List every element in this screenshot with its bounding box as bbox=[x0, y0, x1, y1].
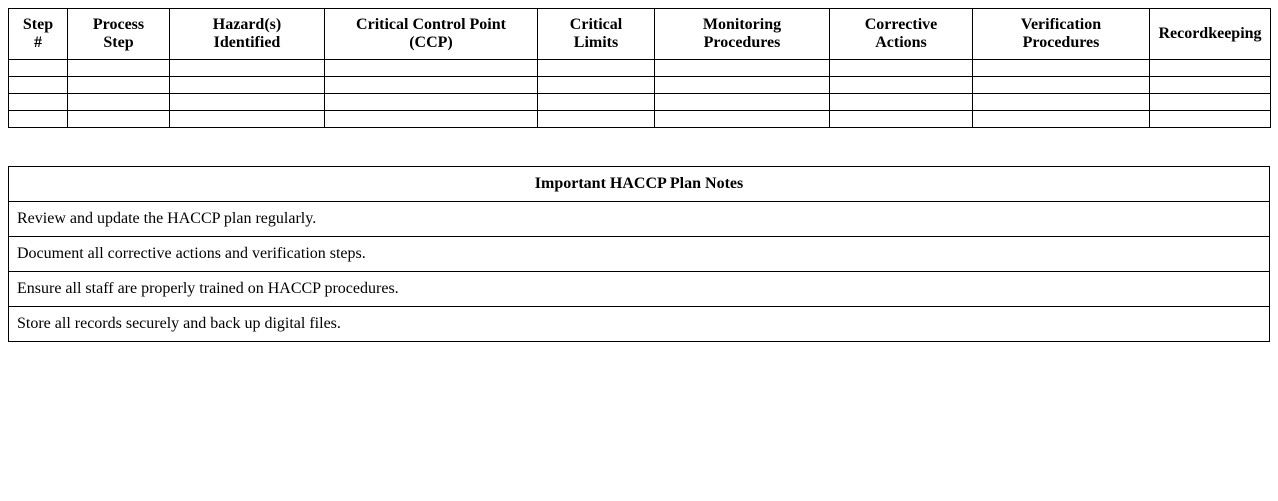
table-cell[interactable] bbox=[68, 77, 170, 94]
table-row bbox=[9, 94, 1271, 111]
table-cell[interactable] bbox=[325, 111, 538, 128]
haccp-notes-table bbox=[8, 166, 1270, 342]
table-header-row bbox=[9, 9, 1271, 60]
note-item: Store all records securely and back up digital files. bbox=[9, 307, 1270, 342]
table-cell[interactable] bbox=[170, 60, 325, 77]
header-verification-procedures: Verification Procedures bbox=[973, 9, 1150, 60]
header-monitoring-procedures: Monitoring Procedures bbox=[655, 9, 830, 60]
table-cell[interactable] bbox=[538, 77, 655, 94]
note-item: Review and update the HACCP plan regularly. bbox=[9, 202, 1270, 237]
table-cell[interactable] bbox=[9, 77, 68, 94]
table-row bbox=[9, 77, 1271, 94]
table-cell[interactable] bbox=[9, 60, 68, 77]
notes-header-row bbox=[9, 167, 1270, 202]
header-critical-limits: Critical Limits bbox=[538, 9, 655, 60]
haccp-plan-table bbox=[8, 8, 1271, 128]
table-cell[interactable] bbox=[655, 77, 830, 94]
table-cell[interactable] bbox=[973, 77, 1150, 94]
header-process-step: Process Step bbox=[68, 9, 170, 60]
table-cell[interactable] bbox=[325, 77, 538, 94]
table-cell[interactable] bbox=[830, 60, 973, 77]
table-cell[interactable] bbox=[973, 60, 1150, 77]
header-recordkeeping: Recordkeeping bbox=[1150, 9, 1271, 60]
note-item: Ensure all staff are properly trained on HACCP procedures. bbox=[9, 272, 1270, 307]
table-row bbox=[9, 307, 1270, 342]
header-step-number: Step # bbox=[9, 9, 68, 60]
table-row bbox=[9, 272, 1270, 307]
table-cell[interactable] bbox=[1150, 60, 1271, 77]
table-cell[interactable] bbox=[68, 111, 170, 128]
header-critical-control-point: Critical Control Point (CCP) bbox=[325, 9, 538, 60]
table-cell[interactable] bbox=[538, 111, 655, 128]
table-cell[interactable] bbox=[9, 94, 68, 111]
table-cell[interactable] bbox=[325, 60, 538, 77]
table-cell[interactable] bbox=[170, 111, 325, 128]
table-cell[interactable] bbox=[68, 94, 170, 111]
table-cell[interactable] bbox=[68, 60, 170, 77]
table-cell[interactable] bbox=[9, 111, 68, 128]
plan-table-body bbox=[9, 60, 1271, 128]
table-cell[interactable] bbox=[655, 111, 830, 128]
table-cell[interactable] bbox=[538, 60, 655, 77]
table-row bbox=[9, 60, 1271, 77]
table-cell[interactable] bbox=[170, 94, 325, 111]
note-item: Document all corrective actions and verification steps. bbox=[9, 237, 1270, 272]
table-cell[interactable] bbox=[655, 94, 830, 111]
table-row bbox=[9, 111, 1271, 128]
table-cell[interactable] bbox=[1150, 77, 1271, 94]
table-cell[interactable] bbox=[655, 60, 830, 77]
notes-title: Important HACCP Plan Notes bbox=[9, 167, 1270, 202]
table-row bbox=[9, 202, 1270, 237]
header-corrective-actions: Corrective Actions bbox=[830, 9, 973, 60]
table-cell[interactable] bbox=[170, 77, 325, 94]
table-cell[interactable] bbox=[1150, 94, 1271, 111]
table-cell[interactable] bbox=[830, 111, 973, 128]
table-cell[interactable] bbox=[973, 111, 1150, 128]
table-cell[interactable] bbox=[1150, 111, 1271, 128]
table-row bbox=[9, 237, 1270, 272]
table-cell[interactable] bbox=[973, 94, 1150, 111]
table-cell[interactable] bbox=[830, 94, 973, 111]
header-hazards-identified: Hazard(s) Identified bbox=[170, 9, 325, 60]
table-cell[interactable] bbox=[325, 94, 538, 111]
table-cell[interactable] bbox=[830, 77, 973, 94]
table-cell[interactable] bbox=[538, 94, 655, 111]
